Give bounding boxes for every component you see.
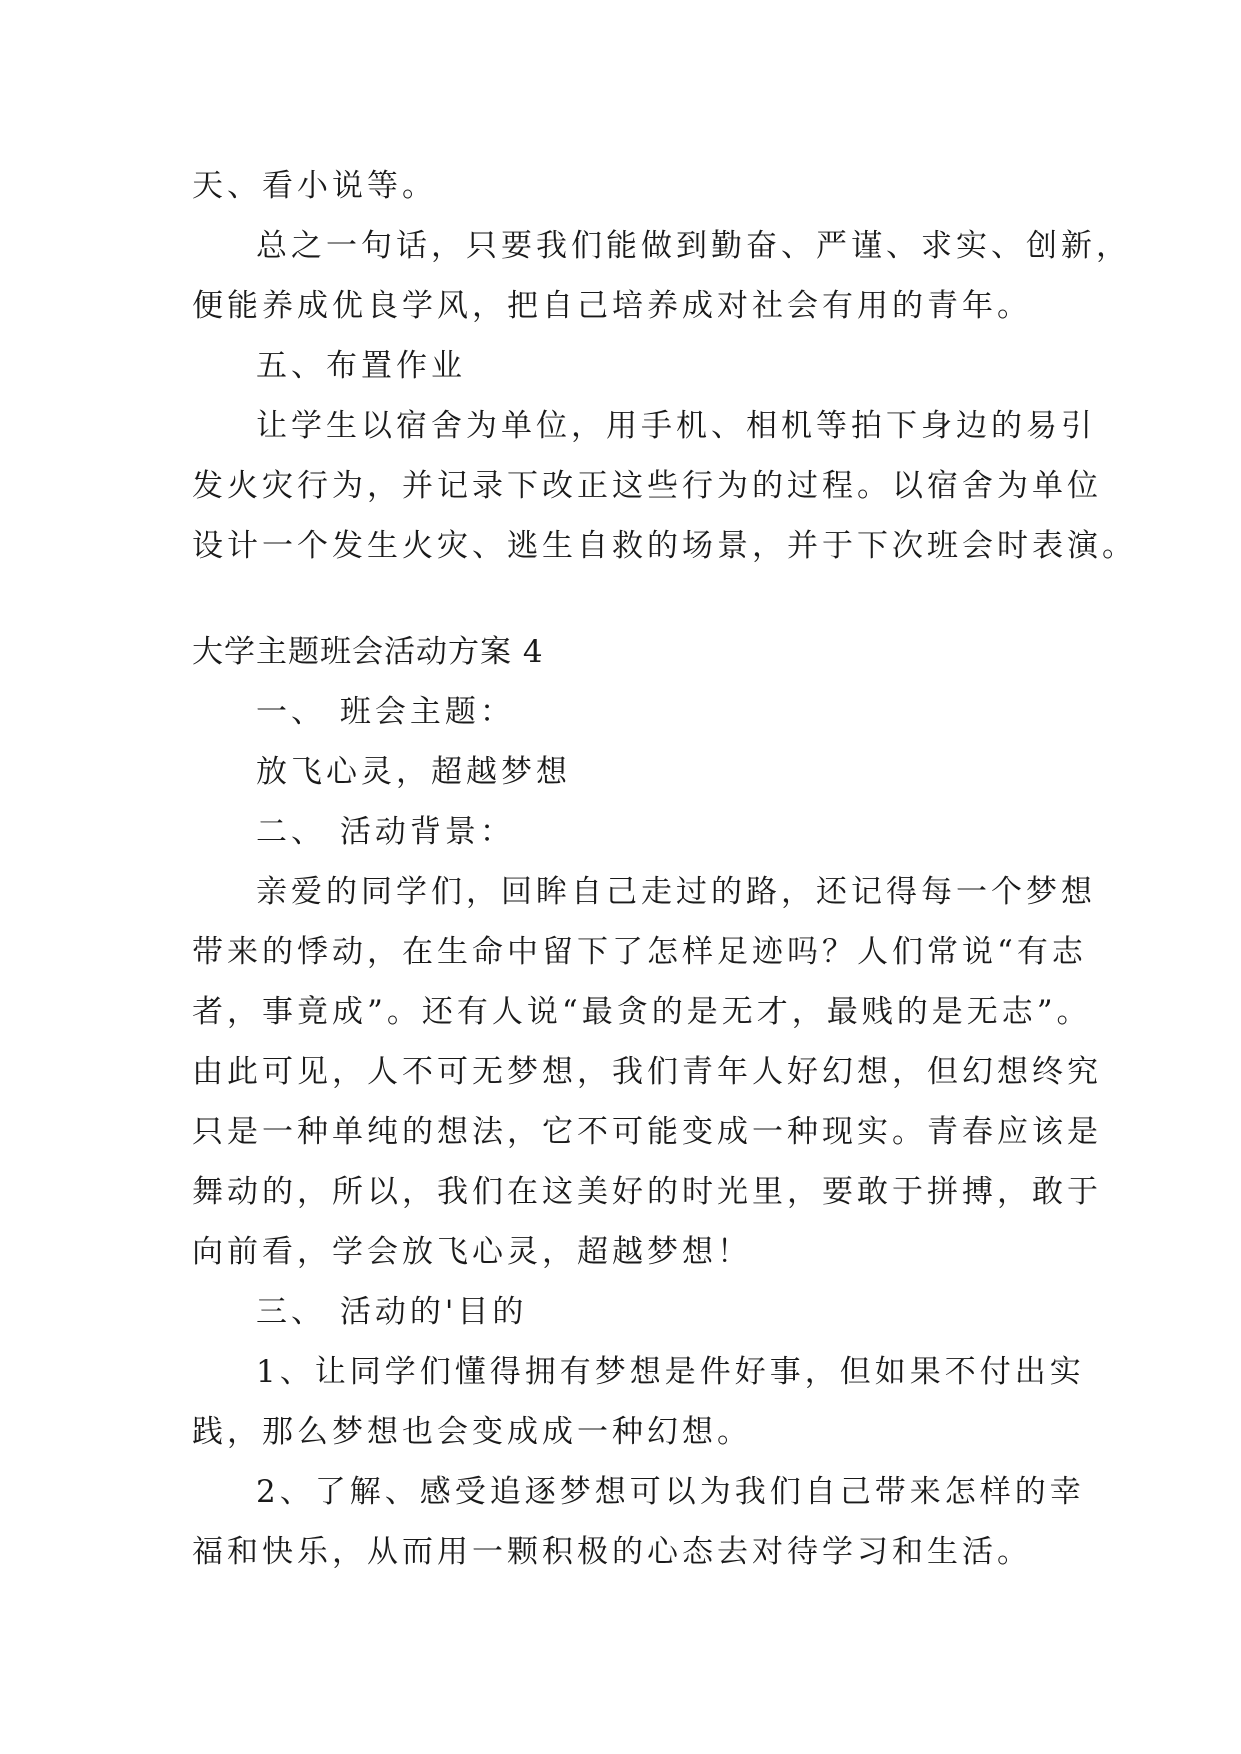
- section-heading: 三、 活动的'目的: [256, 1294, 528, 1330]
- text-line: 2、了解、感受追逐梦想可以为我们自己带来怎样的幸: [256, 1474, 1085, 1510]
- text-line: 只是一种单纯的想法，它不可能变成一种现实。青春应该是: [192, 1114, 1102, 1150]
- text-line: 放飞心灵，超越梦想: [256, 754, 571, 790]
- text-line: 便能养成优良学风，把自己培养成对社会有用的青年。: [192, 288, 1032, 324]
- text-line: 践，那么梦想也会变成成一种幻想。: [192, 1414, 752, 1450]
- text-line: 由此可见，人不可无梦想，我们青年人好幻想，但幻想终究: [192, 1054, 1102, 1090]
- text-line: 总之一句话，只要我们能做到勤奋、严谨、求实、创新，: [256, 228, 1131, 264]
- text-line: 带来的悸动，在生命中留下了怎样足迹吗？人们常说“有志: [192, 934, 1087, 970]
- text-line: 者，事竟成”。还有人说“最贪的是无才，最贱的是无志”。: [192, 994, 1092, 1030]
- text-line: 1、让同学们懂得拥有梦想是件好事，但如果不付出实: [256, 1354, 1085, 1390]
- text-line: 让学生以宿舍为单位，用手机、相机等拍下身边的易引: [256, 408, 1096, 444]
- document-title: 大学主题班会活动方案 4: [192, 634, 544, 670]
- text-line: 向前看，学会放飞心灵，超越梦想！: [192, 1234, 752, 1270]
- section-heading: 五、布置作业: [256, 348, 466, 384]
- text-line: 亲爱的同学们，回眸自己走过的路，还记得每一个梦想: [256, 874, 1096, 910]
- section-heading: 一、 班会主题：: [256, 694, 515, 730]
- text-line: 发火灾行为，并记录下改正这些行为的过程。以宿舍为单位: [192, 468, 1102, 504]
- text-line: 舞动的，所以，我们在这美好的时光里，要敢于拼搏，敢于: [192, 1174, 1102, 1210]
- text-line: 福和快乐，从而用一颗积极的心态去对待学习和生活。: [192, 1534, 1032, 1570]
- section-heading: 二、 活动背景：: [256, 814, 515, 850]
- text-line: 设计一个发生火灾、逃生自救的场景，并于下次班会时表演。: [192, 528, 1137, 564]
- text-line: 天、看小说等。: [192, 168, 437, 204]
